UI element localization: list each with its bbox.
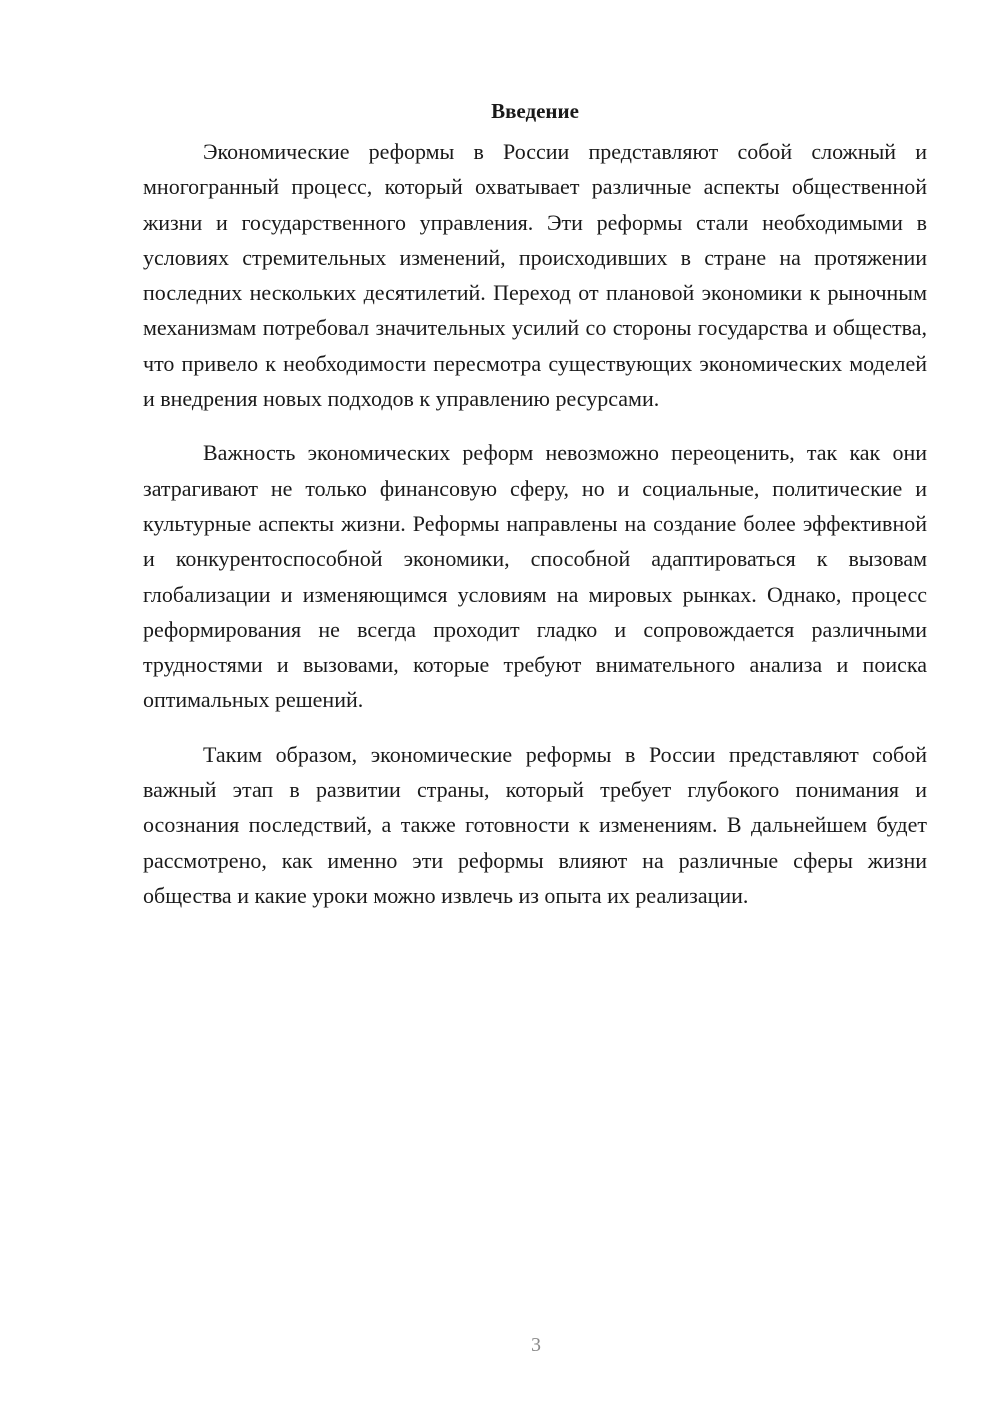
paragraph-3: Таким образом, экономические реформы в России представляют собой важный этап в развитии страны, который требует глубокого понимания и осознания последствий, а также готовности к изменениям. В дальнейшем будет рассмотрено, как именно эти реформы влияют на различные сферы жизни общества и какие уроки можно извлечь из опыта их реализации. (143, 741, 927, 908)
section-title: Введение (491, 99, 579, 123)
paragraph-2: Важность экономических реформ невозможно переоценить, так как они затрагивают не только финансовую сферу, но и социальные, политические и культурные аспекты жизни. Реформы направлены на создание более эффективной и конкурентоспособной экономики, способной адаптироваться к вызовам глобализации и изменяющимся условиям на мировых рынках. Однако, процесс реформирования не всегда проходит гладко и сопровождается различными трудностями и вызовами, которые требуют внимательного анализа и поиска оптимальных решений. (143, 440, 927, 713)
page-number: 3 (531, 1334, 541, 1356)
document-body (143, 96, 927, 932)
paragraph-1: Экономические реформы в России представляют собой сложный и многогранный процесс, который охватывает различные аспекты общественной жизни и государственного управления. Эти реформы стали необходимыми в условиях стремительных изменений, происходивших в стране на протяжении последних нескольких десятилетий. Переход от плановой экономики к рыночным механизмам потребовал значительных усилий со стороны государства и общества, что привело к необходимости пересмотра существующих экономических моделей и внедрения новых подходов к управлению ресурсами. (143, 139, 927, 412)
